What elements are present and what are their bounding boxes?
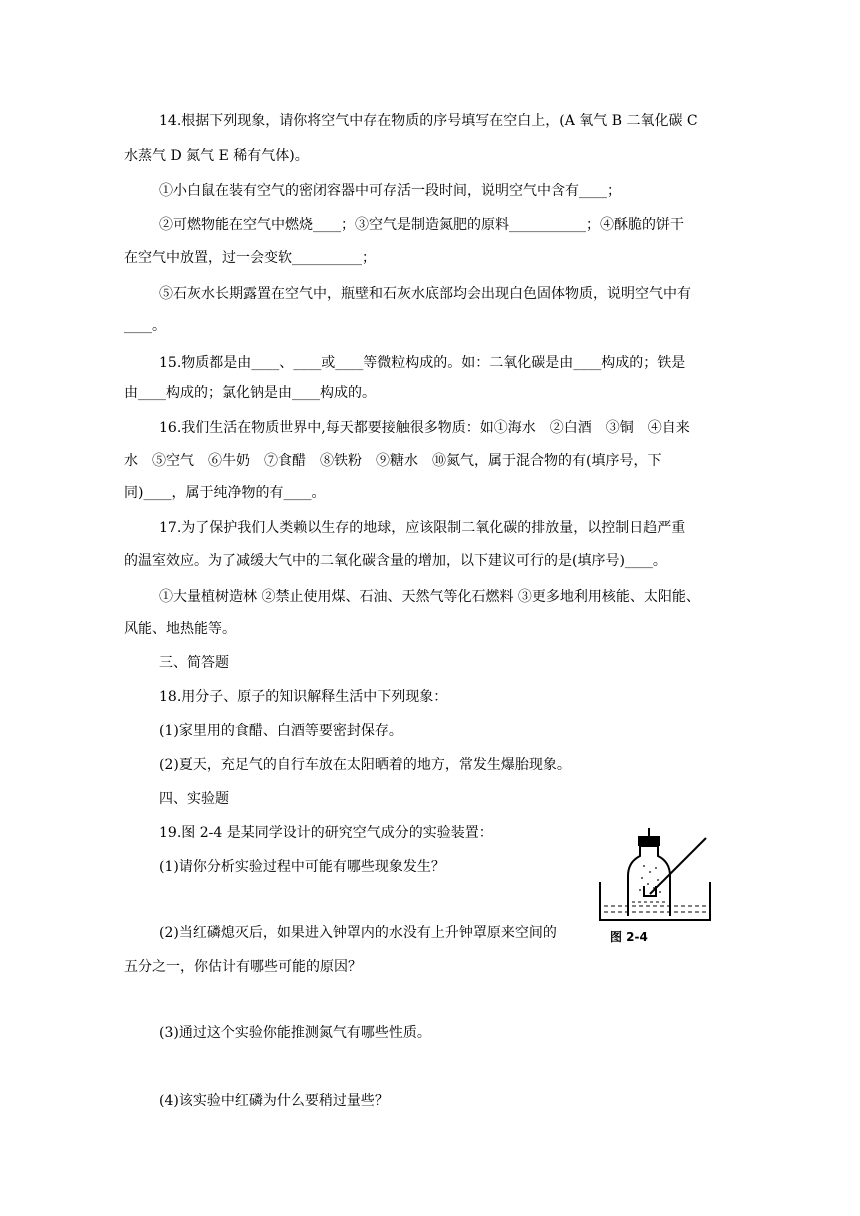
- q14-line-2: 水蒸气 D 氮气 E 稀有气体)。: [124, 148, 309, 164]
- q17-line-4: 风能、地热能等。: [124, 621, 236, 637]
- q19-line-6: (4)该实验中红磷为什么要稍过量些？: [159, 1093, 389, 1109]
- q15-line-1: 15.物质都是由____、____或____等微粒构成的。如：二氧化碳是由____构成的；铁是: [159, 355, 686, 371]
- q18-line-1: 18.用分子、原子的知识解释生活中下列现象：: [159, 689, 448, 705]
- q14-line-1: 14.根据下列现象，请你将空气中存在物质的序号填写在空白上，(A 氧气 B 二氧化碳 C: [159, 113, 698, 129]
- q17-line-1: 17.为了保护我们人类赖以生存的地球，应该限制二氧化碳的排放量，以控制日趋严重: [159, 520, 686, 536]
- q14-line-7: ____。: [124, 318, 166, 334]
- q14-line-4: ②可燃物能在空气中燃烧____；③空气是制造氮肥的原料___________；④酥脆的饼干: [159, 217, 684, 233]
- q19-line-4: 五分之一，你估计有哪些可能的原因？: [124, 959, 362, 975]
- section-3-heading: 三、简答题: [159, 655, 229, 671]
- q17-line-3: ①大量植树造林 ②禁止使用煤、石油、天然气等化石燃料 ③更多地利用核能、太阳能、: [159, 589, 700, 605]
- q14-line-6: ⑤石灰水长期露置在空气中，瓶壁和石灰水底部均会出现白色固体物质，说明空气中有: [159, 286, 691, 302]
- q14-line-5: 在空气中放置，过一会变软__________；: [124, 250, 376, 266]
- q18-line-3: (2)夏天，充足气的自行车放在太阳晒着的地方，常发生爆胎现象。: [159, 757, 571, 773]
- q14-line-3: ①小白鼠在装有空气的密闭容器中可存活一段时间，说明空气中含有____；: [159, 183, 621, 199]
- q19-line-2: (1)请你分析实验过程中可能有哪些现象发生？: [159, 859, 445, 875]
- q19-line-1: 19.图 2-4 是某同学设计的研究空气成分的实验装置：: [159, 825, 493, 841]
- q18-line-2: (1)家里用的食醋、白酒等要密封保存。: [159, 723, 403, 739]
- figure-label: 图 2-4: [610, 930, 648, 944]
- q19-line-3: (2)当红磷熄灭后，如果进入钟罩内的水没有上升钟罩原来空间的: [159, 925, 557, 941]
- q15-line-2: 由____构成的；氯化钠是由____构成的。: [124, 385, 376, 401]
- q19-line-5: (3)通过这个实验你能推测氮气有哪些性质。: [159, 1025, 431, 1041]
- q16-line-3: 同)____，属于纯净物的有____。: [124, 485, 326, 501]
- section-4-heading: 四、实验题: [159, 791, 229, 807]
- q16-line-2: 水 ⑤空气 ⑥牛奶 ⑦食醋 ⑧铁粉 ⑨糖水 ⑩氮气，属于混合物的有(填序号，下: [124, 453, 662, 469]
- q17-line-2: 的温室效应。为了减缓大气中的二氧化碳含量的增加，以下建议可行的是(填序号)____。: [124, 553, 667, 569]
- q16-line-1: 16.我们生活在物质世界中,每天都要接触很多物质：如①海水 ②白酒 ③铜 ④自来: [159, 420, 690, 436]
